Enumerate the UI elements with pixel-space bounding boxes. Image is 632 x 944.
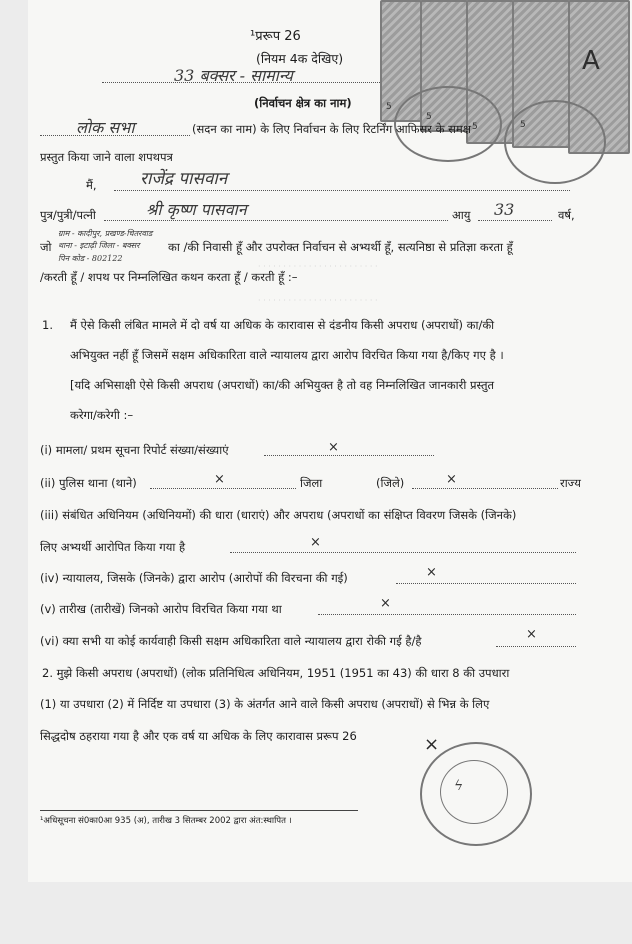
item-ii-state: राज्य xyxy=(560,476,581,490)
item-iii-dotted-line xyxy=(230,552,576,553)
father-name-handwritten: श्री कृष्ण पासवान xyxy=(146,200,247,219)
cancellation-seal xyxy=(504,100,606,184)
form-number: ¹प्ररूप 26 xyxy=(250,29,301,44)
para2-line2: (1) या उपधारा (2) में निर्दिष्ट या उपधारा (3) के अंतर्गत आने वाले किसी अपराध (अपराधों) से भिन्न के लिए xyxy=(40,697,490,711)
item-iv-label: (iv) न्यायालय, जिसके (जिनके) द्वारा आरोप (आरोपों की विरचना की गई) xyxy=(40,571,348,585)
resident-text: का /की निवासी हूँ और उपरोक्त निर्वाचन से अभ्यर्थी हूँ, सत्यनिष्ठा से प्रतिज्ञा करता हूँ xyxy=(168,240,513,254)
item-vi-cross-mark: × xyxy=(526,627,537,642)
constituency-label: (निर्वाचन क्षेत्र का नाम) xyxy=(254,96,352,110)
bleed-through-text: · · · · · · · · · · · · · · · · · · · · · · · · xyxy=(258,262,378,271)
item-i-label: (i) मामला/ प्रथम सूचना रिपोर्ट संख्या/संख्याएं xyxy=(40,443,229,457)
affidavit-line: प्रस्तुत किया जाने वाला शपथपत्र xyxy=(40,150,173,164)
item-v-label: (v) तारीख (तारीखें) जिनको आरोप विरचित किया गया था xyxy=(40,602,282,616)
para2-line1: 2. मुझे किसी अपराध (अपराधों) (लोक प्रतिनिधित्व अधिनियम, 1951 (1951 का 43) की धारा 8 की उपधारा xyxy=(42,666,510,680)
item-iii-cross-mark: × xyxy=(310,535,321,550)
court-fee-stamp: 5 xyxy=(466,0,514,144)
item-ii-dotted-line-2 xyxy=(412,488,558,489)
deponent-name-handwritten: राजेंद्र पासवान xyxy=(140,169,228,189)
notary-seal-inner xyxy=(440,760,508,824)
item-iv-dotted-line xyxy=(396,583,576,584)
item-vi-label: (vi) क्या सभी या कोई कार्यवाही किसी सक्षम अधिकारिता वाले न्यायालय द्वारा रोकी गई है/है xyxy=(40,634,422,648)
father-dotted-line xyxy=(104,220,448,221)
address-handwritten-line1: ग्राम - कादीपुर, प्रखण्ड-चितरवाड xyxy=(58,229,153,238)
name-dotted-line xyxy=(114,190,570,191)
house-handwritten: लोक सभा xyxy=(76,118,135,137)
i-label: मैं, xyxy=(86,178,97,192)
footnote: ¹अधिसूचना सं0का0आ 935 (अ), तारीख 3 सितम्बर 2002 द्वारा अंत:स्थापित । xyxy=(40,816,292,826)
para1-line2: अभियुक्त नहीं हूँ जिसमें सक्षम अधिकारिता वाले न्यायालय द्वारा आरोप विरचित किया गया है/किए गए है । xyxy=(70,348,504,362)
item-i-dotted-line xyxy=(264,455,434,456)
court-fee-stamp: 5 xyxy=(420,0,468,132)
para1-number: 1. xyxy=(42,318,53,332)
affidavit-page xyxy=(28,0,632,882)
notary-signature: ϟ xyxy=(454,778,464,794)
bleed-through-text: · · · · · · · · · · · · · · · · · · · · · · · · xyxy=(258,296,378,305)
item-ii-cross-mark-2: × xyxy=(446,472,457,487)
address-handwritten-line3: पिन कोड - 802122 xyxy=(58,254,123,263)
para1-line1: मैं ऐसे किसी लंबित मामले में दो वर्ष या अधिक के कारावास से दंडनीय किसी अपराध (अपराधों) का/की xyxy=(70,318,495,332)
constituency-handwritten: 33 बक्सर - सामान्य xyxy=(174,66,293,85)
item-vi-dotted-line xyxy=(496,646,576,647)
item-ii-district: जिला xyxy=(300,476,323,490)
para2-line3: सिद्धदोष ठहराया गया है और एक वर्ष या अधिक के लिए कारावास प्ररूप 26 xyxy=(40,729,357,743)
court-fee-stamp: 5 xyxy=(380,0,422,122)
relation-label: पुत्र/पुत्री/पत्नी xyxy=(40,208,96,222)
footnote-rule xyxy=(40,810,358,811)
item-ii-label: (ii) पुलिस थाना (थाने) xyxy=(40,476,137,490)
item-iv-cross-mark: × xyxy=(426,565,437,580)
oath-line: /करती हूँ / शपथ पर निम्नलिखित कथन करता हूँ / करती हूँ :– xyxy=(40,270,298,284)
court-fee-stamp: 5 xyxy=(512,0,570,148)
age-handwritten: 33 xyxy=(494,200,515,219)
item-ii-cross-mark: × xyxy=(214,472,225,487)
para1-line3: [यदि अभिसाक्षी ऐसे किसी अपराध (अपराधों) का/की अभियुक्त है तो वह निम्नलिखित जानकारी प्रस्तुत xyxy=(70,378,495,392)
court-fee-stamp: A xyxy=(568,0,630,154)
item-i-cross-mark: × xyxy=(328,440,339,455)
item-v-cross-mark: × xyxy=(380,596,391,611)
age-label: आयु xyxy=(452,208,471,222)
age-dotted-line xyxy=(478,220,552,221)
years-label: वर्ष, xyxy=(558,208,575,222)
house-text: (सदन का नाम) के लिए निर्वाचन के लिए रिटर्निंग आफिसर के समक्ष xyxy=(192,122,471,136)
rule-reference: (नियम 4क देखिए) xyxy=(256,51,344,66)
item-ii-dotted-line xyxy=(150,488,296,489)
para2-cross-mark: × xyxy=(424,734,440,755)
item-iii-continued: लिए अभ्यर्थी आरोपित किया गया है xyxy=(40,540,186,554)
item-v-dotted-line xyxy=(318,614,576,615)
item-ii-district-paren: (जिले) xyxy=(376,476,405,490)
address-handwritten-line2: थाना - इटाढ़ी जिला - बक्सर xyxy=(58,241,140,250)
resident-text-prefix: जो xyxy=(40,240,52,254)
para1-line4: करेगा/करेगी :– xyxy=(70,408,134,422)
item-iii-label: (iii) संबंधित अधिनियम (अधिनियमों) की धारा (धाराएं) और अपराध (अपराधों का संक्षिप्त विवरण जिसके (जिनके) xyxy=(40,508,517,522)
